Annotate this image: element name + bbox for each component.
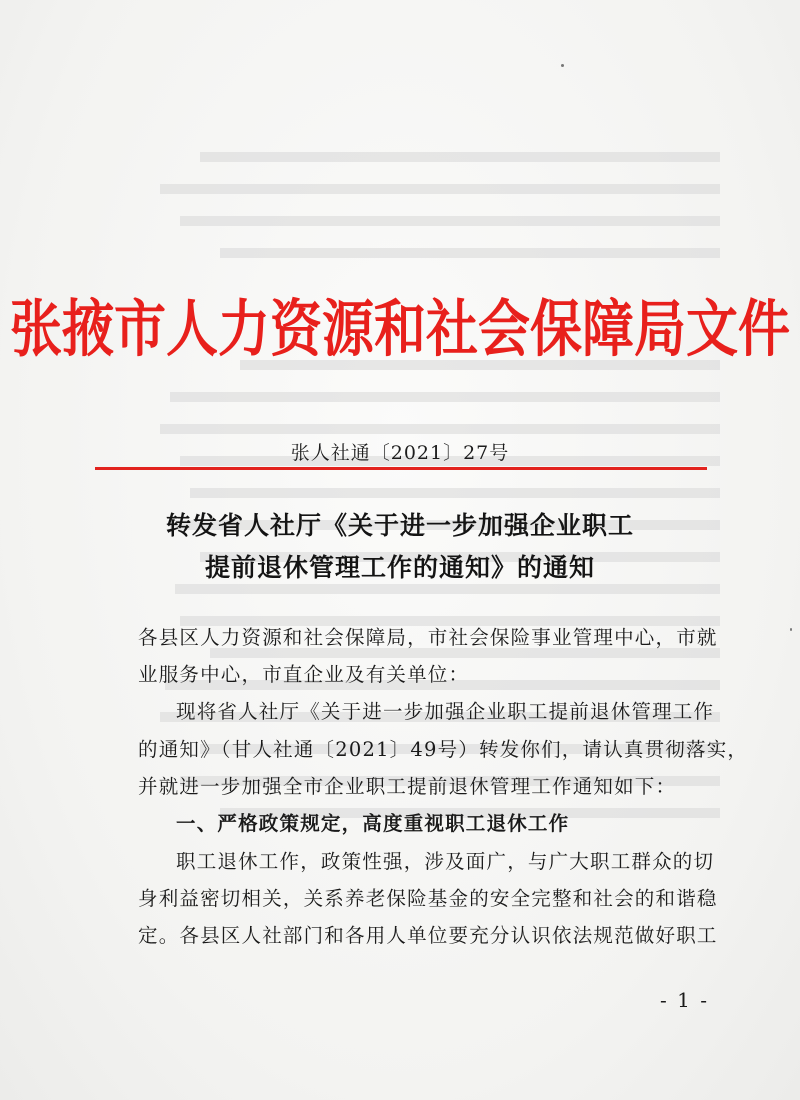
addressee-line-1: 各县区人力资源和社会保障局，市社会保险事业管理中心，市就 (138, 626, 718, 649)
red-divider-rule (95, 467, 707, 470)
body-paragraph-line: 身利益密切相关，关系养老保险基金的安全完整和社会的和谐稳 (138, 887, 718, 910)
page-number: - 1 - (660, 988, 709, 1012)
section-heading: 一、严格政策规定，高度重视职工退休工作 (176, 812, 570, 835)
body-paragraph-line: 定。各县区人社部门和各用人单位要充分认识依法规范做好职工 (138, 924, 718, 947)
issuing-authority-header: 张掖市人力资源和社会保障局文件 (9, 293, 790, 366)
body-paragraph-line: 并就进一步加强全市企业职工提前退休管理工作通知如下： (138, 775, 677, 798)
body-paragraph-line: 职工退休工作，政策性强，涉及面广，与广大职工群众的切 (176, 850, 715, 873)
document-title-line-1: 转发省人社厅《关于进一步加强企业职工 (165, 511, 634, 540)
scan-speck (561, 64, 564, 67)
body-paragraph-line: 的通知》（甘人社通〔2021〕49号）转发你们，请认真贯彻落实， (138, 738, 749, 761)
addressee-line-2: 业服务中心，市直企业及有关单位： (138, 663, 470, 686)
bleed-through-text (120, 140, 749, 828)
document-title-line-2: 提前退休管理工作的通知》的通知 (204, 553, 595, 582)
document-number: 张人社通〔2021〕27号 (290, 442, 510, 464)
body-paragraph-line: 现将省人社厅《关于进一步加强企业职工提前退休管理工作 (176, 700, 715, 723)
scan-speck (790, 628, 792, 631)
